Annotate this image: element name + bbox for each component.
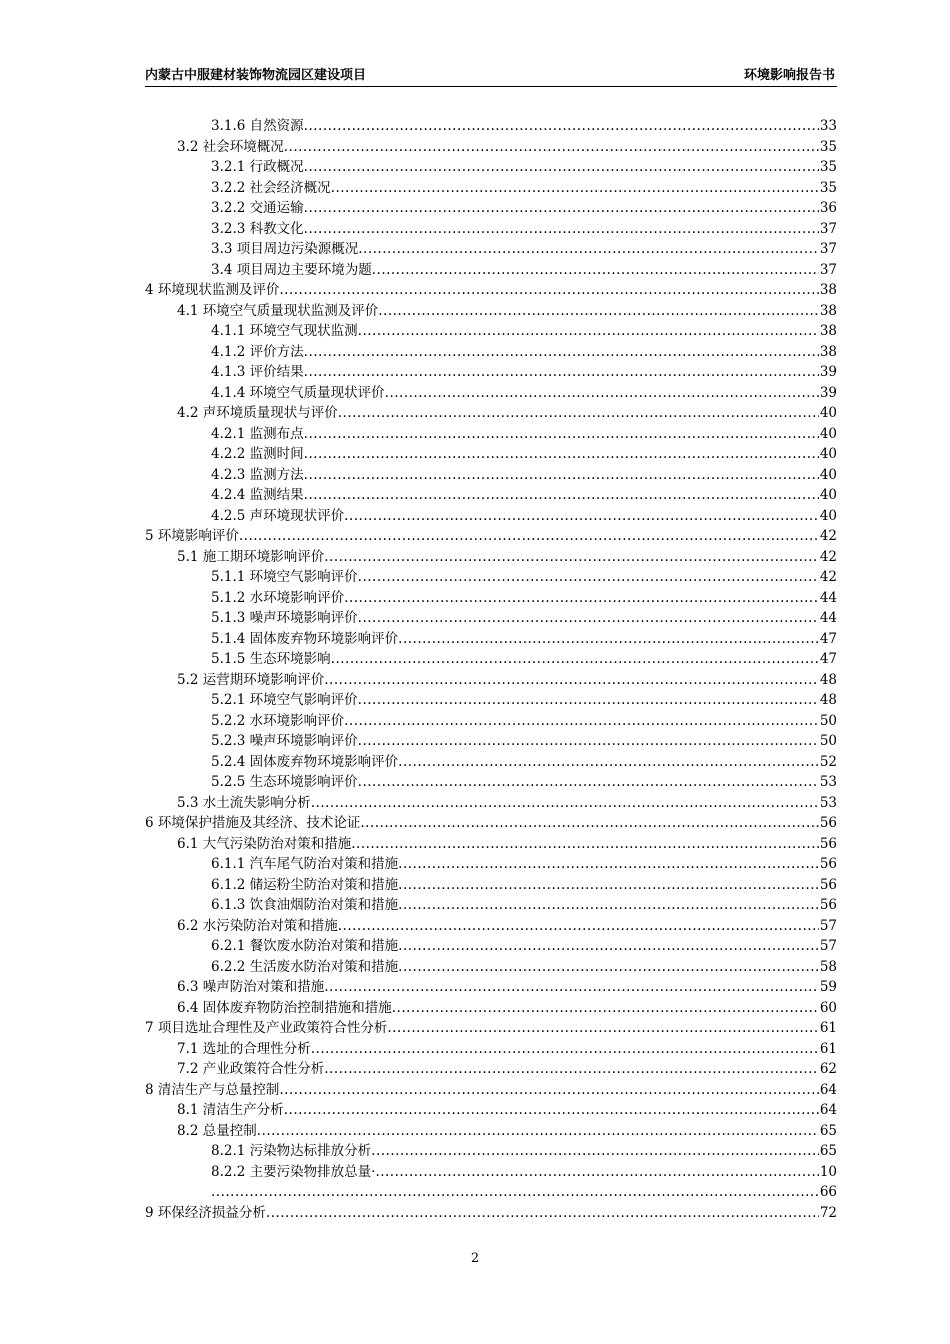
toc-entry-page: 37 [819,261,837,278]
toc-leader-dots [358,321,819,342]
toc-entry-title: 7.2 产业政策符合性分析 [177,1061,325,1077]
toc-entry[interactable] [145,752,837,773]
toc-entry-page: 38 [819,302,837,319]
toc-entry-page: 42 [819,569,837,585]
toc-entry-page: 38 [819,343,837,360]
toc-leader-dots [371,1141,819,1162]
toc-leader-dots [324,977,819,998]
toc-entry-page: 40 [819,507,837,524]
toc-entry-title: 5.1.1 环境空气影响评价 [211,569,358,585]
toc-entry-page: 57 [819,917,837,934]
toc-leader-dots [304,219,819,240]
toc-entry[interactable] [145,1039,837,1060]
toc-entry-title: 4.1.2 评价方法 [211,343,304,360]
toc-entry[interactable] [145,1203,837,1224]
toc-entry-page: 42 [819,528,837,544]
toc-entry[interactable] [145,854,837,875]
toc-entry[interactable] [145,875,837,896]
toc-entry-title: 7 项目选址合理性及产业政策符合性分析 [145,1020,388,1036]
toc-entry-page: 47 [819,651,837,667]
toc-leader-dots [324,547,819,568]
toc-leader-dots [324,1059,819,1080]
toc-leader-dots [266,1203,819,1224]
toc-entry[interactable] [145,547,837,568]
toc-leader-dots [387,1018,818,1039]
toc-leader-dots [385,383,819,404]
toc-entry[interactable] [145,403,837,424]
toc-entry-page: 53 [819,794,837,811]
toc-leader-dots [398,875,819,896]
toc-entry[interactable] [145,301,837,322]
toc-entry[interactable] [145,137,837,158]
toc-entry-page: 58 [819,958,837,975]
toc-entry[interactable] [145,321,837,342]
toc-entry-title: 6.2.2 生活废水防治对策和措施 [211,958,399,975]
toc-leader-dots [311,1039,819,1060]
toc-entry-title: 4.2.3 监测方法 [211,466,304,483]
toc-entry-title: 5.1.5 生态环境影响 [211,651,331,667]
toc-entry-page: 62 [819,1061,837,1077]
toc-entry-title: 5.2.4 固体废弃物环境影响评价 [211,753,399,770]
toc-entry-page: 52 [819,753,837,770]
toc-entry-title: 4.2.5 声环境现状评价 [211,507,345,524]
toc-leader-dots [284,1100,819,1121]
toc-entry-page: 33 [819,118,837,134]
toc-entry-page: 47 [819,630,837,647]
toc-entry[interactable] [145,362,837,383]
toc-leader-dots [331,178,819,199]
toc-entry-page: 66 [819,1184,837,1200]
toc-leader-dots [338,916,819,937]
toc-leader-dots [338,403,819,424]
toc-entry-page: 56 [819,835,837,852]
toc-entry[interactable] [145,465,837,486]
toc-entry[interactable] [145,834,837,855]
toc-entry-title: 4.2.2 监测时间 [211,446,304,462]
toc-leader-dots [324,670,819,691]
toc-entry-page: 38 [819,282,837,298]
toc-entry-title: 6.1 大气污染防治对策和措施 [177,835,352,852]
toc-entry-page: 44 [819,610,837,626]
toc-leader-dots [304,465,819,486]
toc-entry[interactable] [145,239,837,260]
toc-entry[interactable] [145,1080,837,1101]
toc-entry-title: 5.1.3 噪声环境影响评价 [211,610,358,626]
toc-entry[interactable] [145,649,837,670]
toc-entry[interactable] [145,711,837,732]
toc-entry[interactable] [145,936,837,957]
toc-entry-page: 57 [819,938,837,954]
toc-entry-page: 48 [819,692,837,708]
toc-entry-page: 37 [819,241,837,257]
header-project-title: 内蒙古中服建材装饰物流园区建设项目 [145,68,367,83]
toc-leader-dots [304,342,819,363]
toc-entry[interactable] [145,178,837,199]
toc-entry-title: 5.2 运营期环境影响评价 [177,671,325,688]
toc-entry-title: 8.2.2 主要污染物排放总量· [211,1163,376,1180]
toc-entry-title: 5.1 施工期环境影响评价 [177,548,325,565]
toc-leader-dots [398,752,819,773]
toc-entry-page: 65 [819,1143,837,1159]
toc-entry-title: 5.1.4 固体废弃物环境影响评价 [211,630,399,647]
toc-leader-dots [358,690,819,711]
toc-leader-dots [398,895,819,916]
toc-leader-dots [398,629,819,650]
toc-entry-title: 4.1 环境空气质量现状监测及评价 [177,302,379,319]
toc-leader-dots [392,998,819,1019]
toc-entry-page: 61 [819,1040,837,1057]
toc-entry-page: 60 [819,999,837,1016]
toc-entry-page: 64 [819,1102,837,1118]
toc-entry-title: 4.2.4 监测结果 [211,487,304,503]
toc-entry[interactable] [145,895,837,916]
toc-entry[interactable] [145,608,837,629]
toc-entry[interactable] [145,998,837,1019]
toc-leader-dots [358,567,819,588]
toc-leader-dots [358,239,819,260]
toc-entry[interactable] [145,116,837,137]
page-header [145,62,837,87]
toc-leader-dots [398,854,819,875]
toc-entry[interactable] [145,793,837,814]
toc-leader-dots [372,260,819,281]
toc-entry-page: 36 [819,200,837,216]
toc-entry-title: 6.1.2 储运粉尘防治对策和措施 [211,876,399,893]
toc-leader-dots [358,608,819,629]
toc-entry-title: 3.2 社会环境概况 [177,138,284,155]
toc-entry-title: 9 环保经济损益分析 [145,1204,266,1221]
toc-leader-dots [358,731,819,752]
toc-entry-title: 3.3 项目周边污染源概况 [211,241,359,257]
toc-entry-page: 48 [819,671,837,688]
toc-entry[interactable] [145,772,837,793]
toc-entry-title: 8.2.1 污染物达标排放分析 [211,1143,372,1159]
toc-entry-page: 42 [819,548,837,565]
toc-entry-title: 8.2 总量控制 [177,1122,257,1139]
toc-entry-title: 4.1.3 评价结果 [211,364,304,380]
toc-entry[interactable] [145,916,837,937]
toc-leader-dots [304,198,819,219]
toc-entry[interactable] [145,588,837,609]
toc-entry-page: 56 [819,876,837,893]
toc-entry-page: 59 [819,979,837,995]
toc-leader-dots [375,1162,818,1183]
toc-leader-dots [378,301,819,322]
table-of-contents [145,116,837,1223]
toc-entry-page: 72 [819,1204,837,1221]
toc-entry-title: 6.3 噪声防治对策和措施 [177,979,325,995]
toc-entry[interactable] [145,424,837,445]
toc-leader-dots [351,834,819,855]
toc-leader-dots [344,588,819,609]
toc-entry-page: 56 [819,897,837,913]
toc-leader-dots [304,424,819,445]
toc-entry-title: 6.2 水污染防治对策和措施 [177,917,338,934]
toc-leader-dots [358,772,819,793]
toc-entry-page: 37 [819,220,837,237]
toc-entry-page: 65 [819,1122,837,1139]
toc-entry-page: 56 [819,856,837,872]
toc-leader-dots [331,649,819,670]
toc-entry-title: 5 环境影响评价 [145,528,239,544]
toc-entry-title: 4.1.4 环境空气质量现状评价 [211,384,385,401]
toc-entry-title: 3.2.3 科教文化 [211,220,304,237]
toc-entry-title: 8.1 清洁生产分析 [177,1102,284,1118]
toc-entry-page: 35 [819,179,837,196]
toc-entry[interactable] [145,383,837,404]
toc-leader-dots [284,137,819,158]
toc-leader-dots [344,711,819,732]
toc-entry-page: 44 [819,589,837,606]
toc-leader-dots [211,1182,819,1203]
toc-entry-page: 10 [819,1163,837,1180]
toc-entry-title: 5.2.5 生态环境影响评价 [211,774,358,790]
toc-entry-title: 5.2.3 噪声环境影响评价 [211,733,358,749]
toc-entry-page: 50 [819,733,837,749]
toc-entry-title: 4.2.1 监测布点 [211,425,304,442]
toc-entry-page: 39 [819,384,837,401]
toc-entry-title: 3.4 项目周边主要环境为题 [211,261,372,278]
toc-entry[interactable] [145,1100,837,1121]
toc-entry[interactable] [145,567,837,588]
toc-entry[interactable] [145,342,837,363]
toc-entry[interactable] [145,957,837,978]
toc-entry[interactable] [145,1141,837,1162]
toc-entry[interactable] [145,1121,837,1142]
page-number: 2 [470,1251,480,1266]
toc-entry-title: 6.2.1 餐饮废水防治对策和措施 [211,938,399,954]
toc-entry[interactable] [145,506,837,527]
toc-entry-page: 38 [819,323,837,339]
toc-leader-dots [360,813,818,834]
toc-leader-dots [344,506,819,527]
toc-entry-title: 5.3 水土流失影响分析 [177,794,311,811]
toc-entry[interactable] [145,444,837,465]
toc-entry-title: 7.1 选址的合理性分析 [177,1040,311,1057]
toc-entry-page: 35 [819,138,837,155]
toc-entry-title: 3.1.6 自然资源 [211,118,304,134]
toc-entry[interactable] [145,813,837,834]
toc-entry-page: 35 [819,159,837,175]
toc-entry[interactable] [145,731,837,752]
toc-entry-page: 53 [819,774,837,790]
toc-leader-dots [304,485,819,506]
toc-entry-page: 56 [819,815,837,831]
toc-entry[interactable] [145,1162,837,1183]
toc-entry[interactable] [145,219,837,240]
toc-entry-page: 50 [819,712,837,729]
toc-entry-title: 3.2.2 社会经济概况 [211,179,331,196]
toc-entry[interactable] [145,629,837,650]
header-report-type: 环境影响报告书 [743,68,835,83]
toc-entry[interactable] [145,526,837,547]
toc-leader-dots [239,526,819,547]
toc-entry-title: 4.2 声环境质量现状与评价 [177,405,338,421]
toc-leader-dots [398,936,819,957]
toc-entry-title: 4 环境现状监测及评价 [145,282,280,298]
toc-leader-dots [304,362,819,383]
toc-entry[interactable] [145,280,837,301]
toc-leader-dots [304,444,819,465]
toc-leader-dots [279,280,818,301]
toc-entry-title: 6.1.3 饮食油烟防治对策和措施 [211,897,399,913]
toc-entry-title: 8 清洁生产与总量控制 [145,1081,280,1098]
toc-entry-title: 5.2.1 环境空气影响评价 [211,692,358,708]
toc-entry-page: 40 [819,446,837,462]
toc-entry[interactable] [145,670,837,691]
toc-entry-page: 40 [819,405,837,421]
toc-entry-title: 6.4 固体废弃物防治控制措施和措施 [177,999,392,1016]
toc-entry-title: 3.2.1 行政概况 [211,159,304,175]
toc-entry[interactable] [145,157,837,178]
toc-entry[interactable] [145,1182,837,1203]
toc-leader-dots [279,1080,818,1101]
toc-entry-page: 40 [819,487,837,503]
toc-entry-page: 40 [819,466,837,483]
toc-entry[interactable] [145,1018,837,1039]
toc-entry[interactable] [145,260,837,281]
toc-entry[interactable] [145,485,837,506]
toc-leader-dots [304,116,819,137]
toc-entry-page: 40 [819,425,837,442]
toc-entry-title: 6 环境保护措施及其经济、技术论证 [145,815,361,831]
toc-entry[interactable] [145,690,837,711]
toc-entry[interactable] [145,1059,837,1080]
toc-entry-title: 4.1.1 环境空气现状监测 [211,323,358,339]
toc-entry-page: 39 [819,364,837,380]
toc-leader-dots [311,793,819,814]
toc-entry-title: 5.2.2 水环境影响评价 [211,712,345,729]
toc-entry-title: 6.1.1 汽车尾气防治对策和措施 [211,856,399,872]
toc-leader-dots [304,157,819,178]
toc-leader-dots [257,1121,819,1142]
toc-entry[interactable] [145,198,837,219]
toc-entry-title: 3.2.2 交通运输 [211,200,304,216]
toc-leader-dots [398,957,819,978]
toc-entry[interactable] [145,977,837,998]
toc-entry-page: 64 [819,1081,837,1098]
toc-entry-page: 61 [819,1020,837,1036]
toc-entry-title: 5.1.2 水环境影响评价 [211,589,345,606]
